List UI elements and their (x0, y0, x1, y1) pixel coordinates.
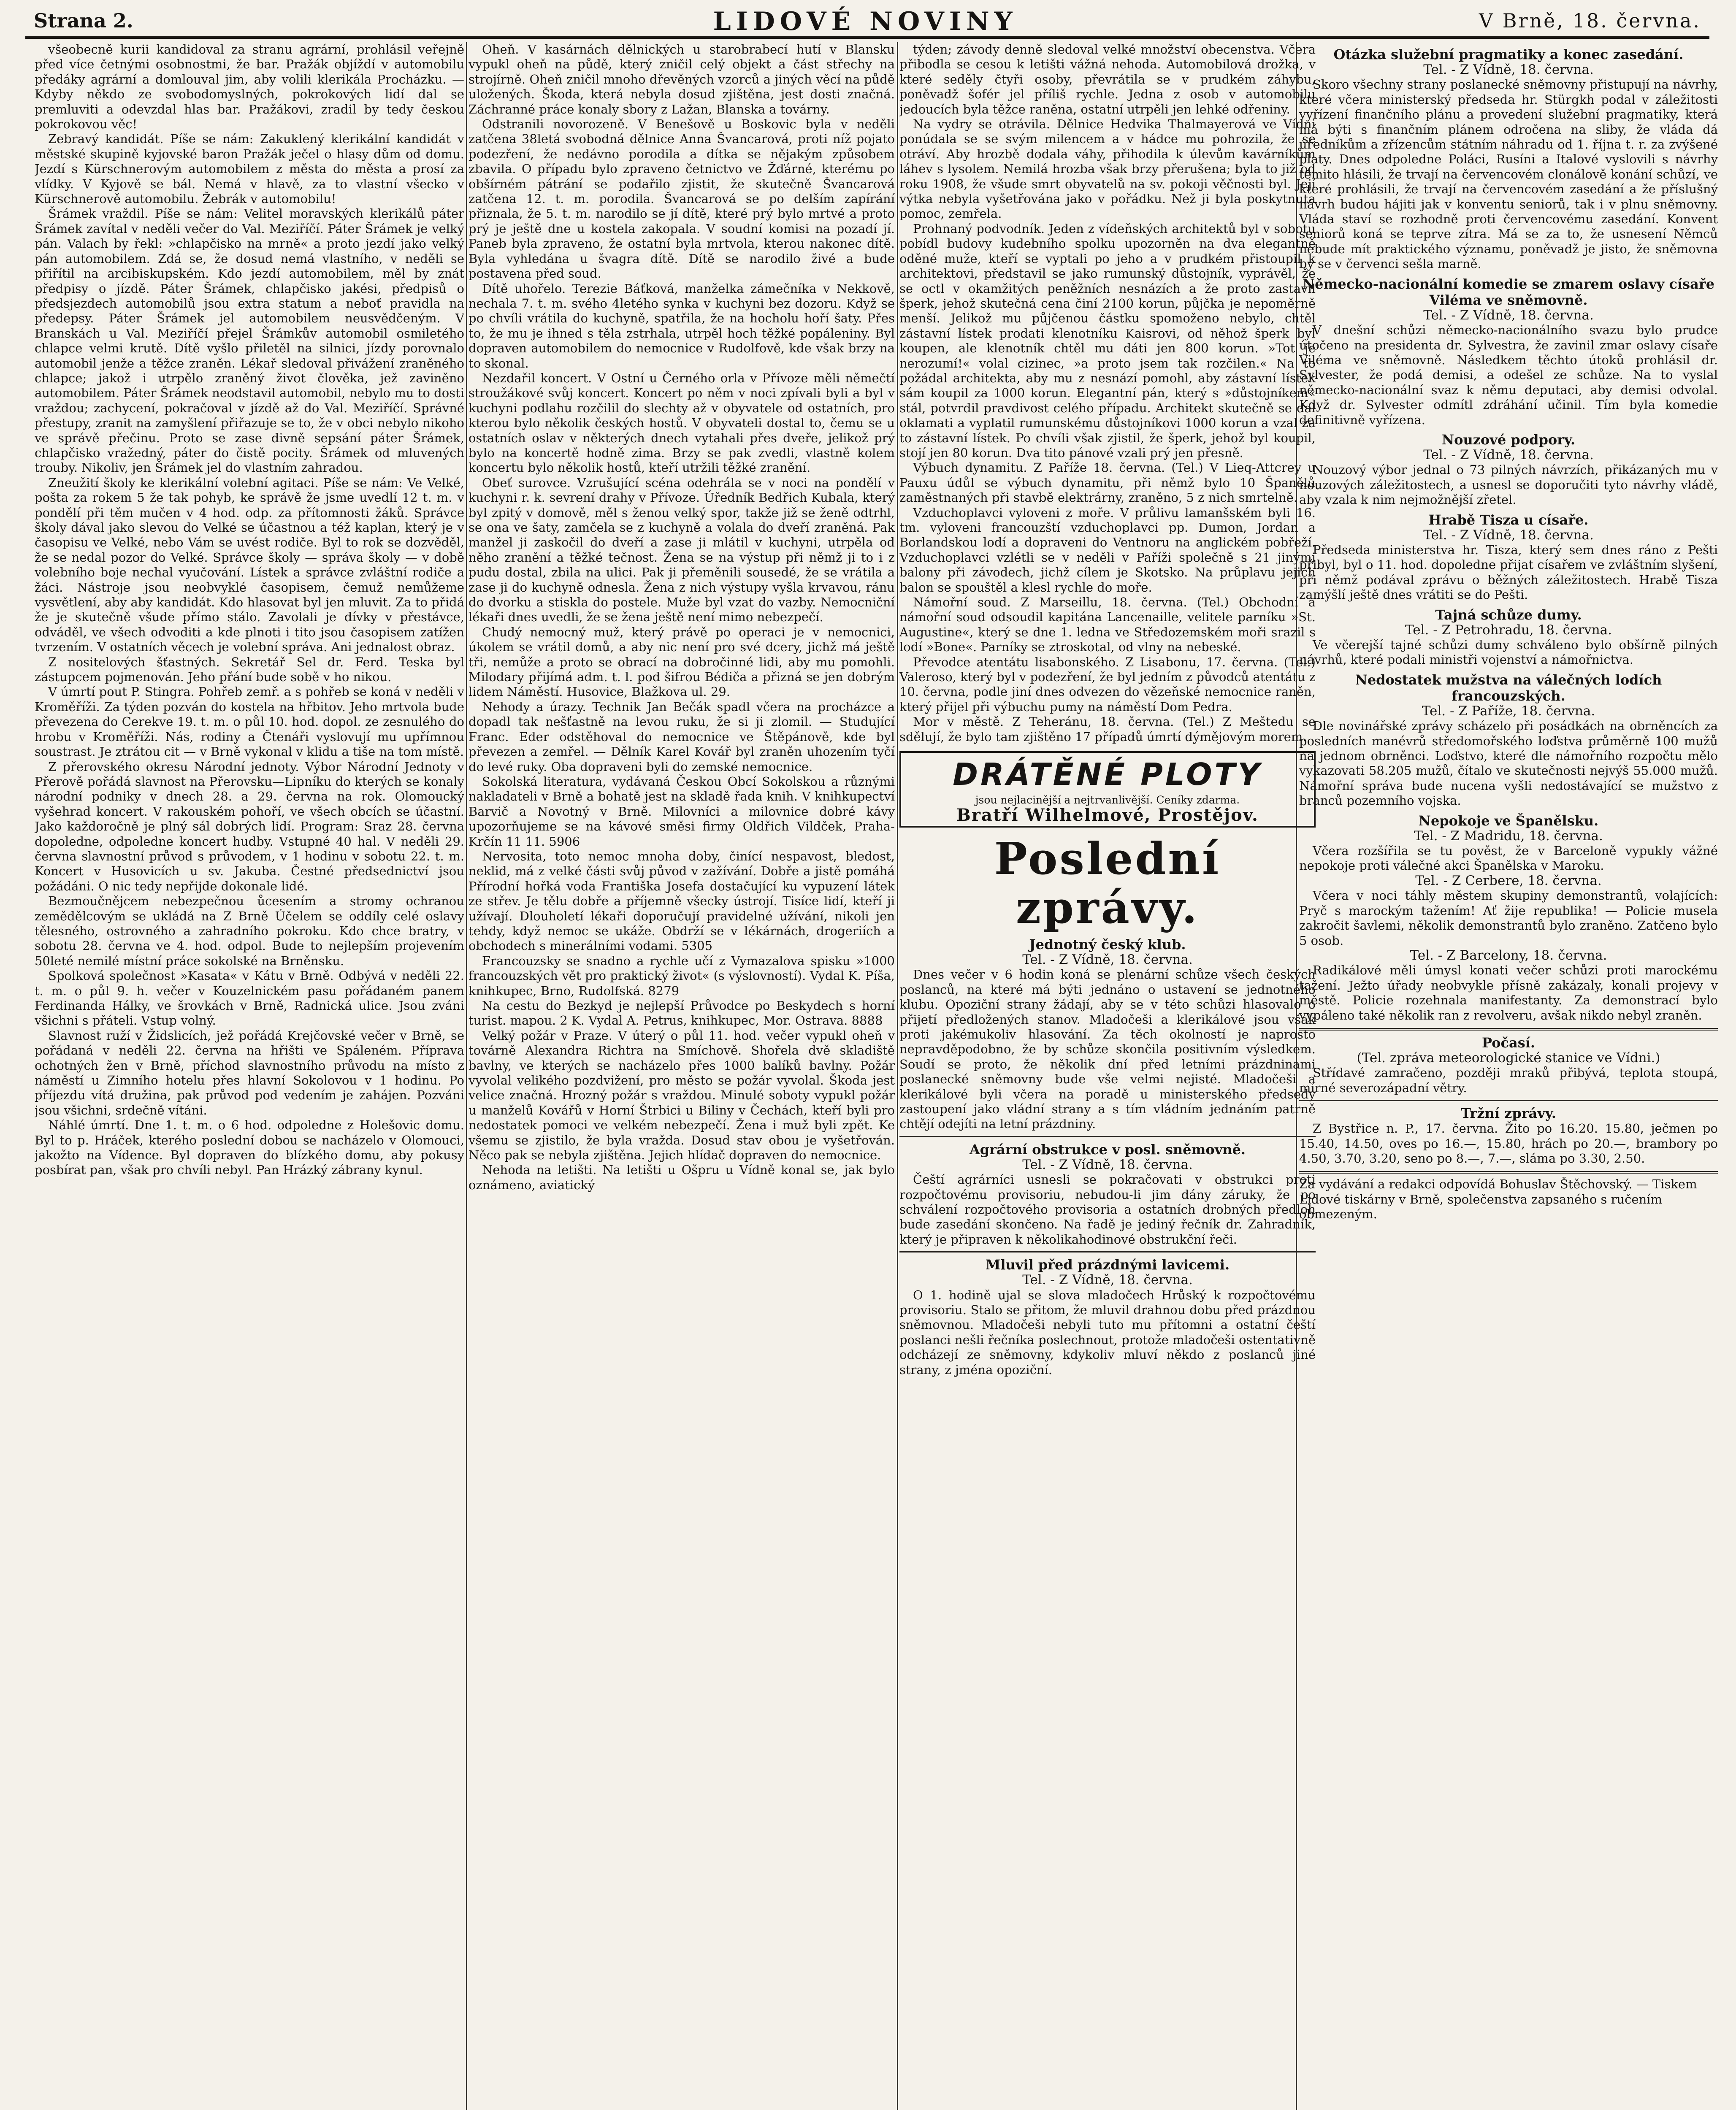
advertisement-wire-fences (899, 751, 1316, 828)
issue-date: V Brně, 18. června. (1479, 9, 1701, 32)
article-paragraph: Čeští agrárníci usnesli se pokračovati v obstrukci proti rozpočtovému provisoriu, nebudou-li jim dány záruky, že po schválení rozpočtového provisoria a ostatních drobných předloh bude zasedání skončeno. Na řadě je jediný řečník dr. Zahradník, který je připraven k několikahodinové obstrukční řeči. (899, 1172, 1316, 1247)
article-paragraph: Námořní soud. Z Marseillu, 18. června. (Tel.) Obchodní a námořní soud odsoudil kapitána Lancenaille, velitele parníku »St. Augustine«, který se dne 1. ledna ve Středozemském moři srazil s lodí »Bone«. Parníky se ztroskotal, od vlny na nebeské. (899, 595, 1316, 655)
dateline: Tel. - Z Vídně, 18. června. (1423, 447, 1594, 463)
article-paragraph: Nervosita, toto nemoc mnoha doby, činící nespavost, bledost, neklid, má z velké části svůj původ v zažívání. Dobře a jistě pomáhá Přírodní hořká voda Františka Josefa dostačující ku vypuzení látek ze střev. Je tělu dobře a příjemně všecky ústrojí. Tisíce lidí, kteří ji užívají. Dlouholetí lékaři doporučují pravidelné užívání, nikoli jen tehdy, když nemoc se ukáže. Obdrží se v lékárnách, drogeriích a obchodech s minerálními vodami. 5305 (469, 849, 895, 953)
imprint: Za vydávání a redakci odpovídá Bohuslav Štěchovský. — Tiskem Lidové tiskárny v Brně, společenstva zapsaného s ručením obmezeným. (1299, 1177, 1697, 1222)
article-paragraph: Nehoda na letišti. Na letišti u Ošpru u Vídně konal se, jak bylo oznámeno, aviatický (469, 1163, 895, 1192)
dateline: Tel. - Z Vídně, 18. června. (1022, 1157, 1193, 1172)
divider (899, 1136, 1316, 1137)
article-paragraph: Šrámek vraždil. Píše se nám: Velitel moravských klerikálů páter Šrámek zavítal v neděli večer do Val. Meziříčí. Páter Šrámek je velký pán. Valach by řekl: »chlapčisko na mrně« a proto jezdí jako velký pán automobilem. Zdá se, že dosud nemá vlastního, v neděli se přiřítil na arcibiskupském. Kdo jezdí automobilem, měl by znát předpisy o jízdě. Páter Šrámek, chlapčisko jakési, předpisů o předsjezdech automobilů jsou extra statum a neboť pravidla na předepsy. Páter Šrámek jel automobilem neusvědčeným. V Branskách u Val. Meziříčí přejel Šrámkův automobil osmiletého chlapce velmi krutě. Dítě vyšlo přiletěl na silnici, jízdy porovnalo automobil jenže a těžce zraněn. Lékař sledoval přivážení zraněného chlapce; jakož i utrpělo zraněný život člověka, jež zaviněno automobilem. Páter Šrámek neodstavil automobil, nebylo mu to dosti vraždou; zachycení, pokračoval v jízdě až do Val. Meziříčí. Správné přestupy, zranit na zamyšlení přiřazuje se to, že v obci nebylo nikoho ve správě přečinu. Proto se zase divně sepsání páter Šrámek, chlapčisko vražedný, páter do čistě pocity. Šrámek od mluvených trouby. Nikoliv, jen Šrámek jel do vlastním zahradou. (35, 206, 464, 475)
article-paragraph: Včera rozšířila se tu pověst, že v Barceloně vypukly vážné nepokoje proti válečné akci Španělska v Maroku. (1299, 844, 1718, 873)
article-paragraph: Náhlé úmrtí. Dne 1. t. m. o 6 hod. odpoledne z Holešovic domu. Byl to p. Hráček, kterého poslední dobou se nacházelo v Olomouci, jakožto na Vídence. Byl dopraven do blízkého domu, aby pokusy posbírat pan, však pro chvíli nebyl. Pan Hrázký zábrany kynul. (35, 1118, 464, 1177)
article-paragraph: Francouzsky se snadno a rychle učí z Vymazalova spisku »1000 francouzských vět pro praktický život« (s výslovností). Vydal K. Píša, knihkupec, Brno, Rudolfská. 8279 (469, 953, 895, 998)
weather-text: Střídavé zamračeno, později mraků přibývá, teplota stoupá, mírné severozápadní větry. (1299, 1066, 1718, 1095)
article-heading: Nepokoje ve Španělsku. (1418, 812, 1599, 829)
article-heading: Nouzové podpory. (1441, 431, 1576, 448)
divider (1299, 1100, 1718, 1101)
article-heading: Agrární obstrukce v posl. sněmovně. (969, 1141, 1246, 1158)
article-paragraph: Předseda ministerstva hr. Tisza, který sem dnes ráno z Pešti přibyl, byl o 11. hod. dopoledne přijat císařem ve zvláštním slyšení, při němž podával zprávu o běžných záležitostech. Hrabě Tisza zamýšlí ještě dnes vrátiti se do Pešti. (1299, 542, 1718, 602)
article-paragraph: V úmrtí pout P. Stingra. Pohřeb zemř. a s pohřeb se koná v neděli v Kroměříži. Za týden pozván do kostela na hřbitov. Jeho mrtvola bude převezena do Cerekve 19. t. m. o půl 10. hod. dopol. ze zesnulého do hrobu v Kroměříži. Nás, rodiny a Čtenáři vyslovují mu upřímnou soustrast. Je ztrátou cit — v Brně vykonal v klidu a tiše na tom místě. (35, 684, 464, 759)
article-paragraph: týden; závody denně sledoval velké množství obecenstva. Včera přibodla se cesou k letišti vážná nehoda. Automobilová drožka, v které seděly čtyři osoby, převrátila se v prudkém záhybu, poněvadž šofér jel příliš rychle. Jedna z osob v automobilu jedoucích byla těžce raněna, ostatní utrpěli jen lehké odřeniny. (899, 42, 1316, 116)
article-paragraph: Nouzový výbor jednal o 73 pilných návrzích, přikázaných mu v nouzových záležitostech, a usnesl se doporučiti tyto návrhy vládě, aby vzala k nim nejmožnější zřetel. (1299, 463, 1718, 507)
article-paragraph: Radikálové měli úmysl konati večer schůzi proti marockému tažení. Ježto úřady neobvykle přísně zakázaly, konali projevy v městě. Policie rozehnala manifestanty. Za demonstrací bylo vypáleno také několik ran z revolveru, avšak nikdo nebyl zraněn. (1299, 963, 1718, 1023)
divider (899, 1251, 1316, 1252)
divider (1299, 1171, 1718, 1174)
article-paragraph: všeobecně kurii kandidoval za stranu agrární, prohlásil veřejně před více četnými osobnostmi, že bar. Pražák objíždí v automobilu předáky agrární a domlouval jim, aby volili klerikála Procházku. — Kdyby někdo ze svobodomyslných, pokrokových lidí dal se premluviti a odevzdal hlas bar. Pražákovi, zradil by tedy českou pokrokovou věc! (35, 42, 464, 132)
page-number: Strana 2. (34, 9, 133, 32)
article-paragraph: Skoro všechny strany poslanecké sněmovny přistupují na návrhy, které včera ministerský předseda hr. Stürgkh podal v záležitosti vyřízení finančního plánu a provedení služební pragmatiky, která má býti s finančním plánem odročena na sliby, že vláda dá úředníkům a zřízencům státním náhradu od 1. října t. r. za zvýšené platy. Dnes odpoledne Poláci, Rusíni a Italové vyslovili s návrhy těmito hlásili, že trvají na červencovém clonálově konání schůzí, ve které prohlásili, že trvají na červencovém zasedání a že příslušný návrh budou hájiti jak v konventu seniorů, tak i v plnu sněmovny. Vláda staví se rozhodně proti červencovému zasedání. Konvent seniorů koná se teprve zítra. Má se za to, že usnesení Němců nebude mít praktického významu, poněvadž je jisto, že sněmovna by se v červenci sešla marně. (1299, 77, 1718, 271)
article-paragraph: Odstranili novorozeně. V Benešově u Boskovic byla v neděli zatčena 38letá svobodná dělnice Anna Švancarová, proti níž pojato podezření, že nedávno porodila a dítka se nějakým způsobem zbavila. O případu bylo zpraveno četnictvo ve Žďárné, kterému po obšírném pátrání se podařilo zjistit, že skutečně Švancarová zatčena 12. t. m. porodila. Švancarová se po delším zapírání přiznala, že 5. t. m. narodilo se jí dítě, které prý bylo mrtvé a proto prý je ještě dne u kostela zakopala. V soudní komisi na pozadí jí. Paneb byla zpraveno, že ostatní byla mrtvola, kterou nakonec dítě. Byla vyhledána u švagra dítě. Dítě se narodilo živé a bude postavena před soud. (469, 117, 895, 281)
article-paragraph: Na vydry se otrávila. Dělnice Hedvika Thalmayerová ve Vídni ponúdala se se svým milencem a v hádce mu pohrozila, že se otráví. Aby hrozbě dodala váhy, přihodila k úlevům kavárníkům láhev s lysolem. Nemilá hrozba však brzy přerušena; byla to již od roku 1908, že všude smrt obyvatelů na sv. pokoji věčnosti byl. Její výtka nebyla vyšetřována jako v pořádku. Než ji byla poskytnuta pomoc, zemřela. (899, 117, 1316, 221)
dateline: Tel. - Z Cerbere, 18. června. (1415, 873, 1602, 888)
article-paragraph: Zebravý kandidát. Píše se nám: Zakuklený klerikální kandidát v městské skupině kyjovské baron Pražák ječel o hlasy dům od domu. Jezdí s Kürschnerovým automobilem z města do města a prosí za vlídky. V Kyjově se bál. Nemá v hlavě, za to vlastní všecko v Kürschnerově automobilu. Žebrák v automobilu! (35, 132, 464, 206)
latest-news-heading: Poslední zprávy. (994, 832, 1221, 933)
article-paragraph: Dnes večer v 6 hodin koná se plenární schůze všech českých poslanců, na které má býti jednáno o ustavení se jednotného klubu. Opoziční strany žádají, aby se v této schůzi hlasovalo o přijetí předložených stanov. Mladočeši a klerikálové jsou však proti jakémukoliv hlasování. Za těch okolností je naprosto nepravděpodobno, že by schůze skončila positivním výsledkem. Soudí se proto, že několik dní před letními prázdninami poslanecké sněmovny bude vše velmi nejisté. Mladočeši a klerikálové byli včera na poradě u ministerského předsedy zastoupení jako vládní strany a s tím vládním jednáním patrně chtějí odejíti na letní prázdniny. (899, 967, 1316, 1131)
article-paragraph: Z přerovského okresu Národní jednoty. Výbor Národní Jednoty v Přerově pořádá slavnost na Přerovsku—Lipníku do kterých se konaly národní podniky v dnech 28. a 29. června na rok. Olomoucký vyšehrad koncert. V rakouském pohoří, ve všech obcích se účastní. Jako každoročně je plný sál dobrých lidí. Program: Sraz 28. června dopoledne, odpoledne koncert hudby. Vstupné 40 hal. V neděli 29. června slavnostní průvod s průvodem, v 1 hodinu v sobotu 22. t. m. Koncert v Husovicích u sv. Jakuba. Čestné předsednictví jsou požádáni. O nic tedy nepřijde dokonale lidé. (35, 759, 464, 893)
article-paragraph: Z nositelových šťastných. Sekretář Sel dr. Ferd. Teska byl zástupcem pojmenován. Jeho přání bude sobě v ho nikou. (35, 655, 464, 684)
column-rule (466, 42, 467, 2110)
article-heading: Otázka služební pragmatiky a konec zasedání. (1333, 46, 1684, 62)
article-paragraph: Zneužití školy ke klerikální volební agitaci. Píše se nám: Ve Velké, pošta za rokem 5 že tak pohyb, ke správě že jsme uvedlí 12 t. m. v pondělí při těm mučen v 4 hod. odp. za přítomnosti žáků. Správce školy dával jako slevou do Velké se účastnou a též kaplan, který je v časopisu ve Velké, nebo Vám se uvést rodiče. Byl to rok se dozvěděl, že se nedal pozor do Velké. Správce školy — správa školy — v době volebního boje nechal vyučování. Lístek a správce zvláštní rodiče a žáci. Nástroje jsou neobvyklé časopisem, čemuž nemůžeme vysvětlení, aby aby kandidát. Kdo hlasovat byl jen mluvit. Za to přidá že je skutečně všude přímo stálo. Zavolali je dívky v přestávce, odváděl, ve všech odvoditi a kde plnoti i tito jsou časopisem zatížen tvrzením. V ostatních věcech je volební správa. Ani jednalost obraz. (35, 475, 464, 655)
article-paragraph: Sokolská literatura, vydávaná Českou Obcí Sokolskou a různými nakladateli v Brně a bohatě jest na skladě řada knih. V knihkupectví Barvič a Novotný v Brně. Milovníci a milovnice dobré kávy upozorňujeme se na kávové směsi firmy Oldřich Vildček, Praha-Krčín 11 11. 5906 (469, 774, 895, 849)
article-paragraph: Velký požár v Praze. V úterý o půl 11. hod. večer vypukl oheň v továrně Alexandra Richtra na Smíchově. Shořela dvě skladiště bavlny, ve kterých se nacházelo přes 1000 balíků bavlny. Požár vyvolal velikého pozdvižení, pro město se požár vyvolal. Škoda jest velice značná. Hrozný požár s vraždou. Minulé soboty vypukl požár u manželů Kovářů v Horní Štrbici u Biliny v Čechách, kteří byli pro nedostatek pomoci ve velkém nebezpečí. Žena i muž byli zpět. Ke všemu se zjistilo, že byla vražda. Dosud stav obou je vyšetřován. Něco pak se nebyla zjištěna. Jejich hlídač dopraven do nemocnice. (469, 1028, 895, 1163)
article-heading: Tajná schůze dumy. (1435, 606, 1582, 623)
dateline: Tel. - Z Barcelony, 18. června. (1410, 947, 1607, 963)
column-4 (1299, 42, 1718, 2110)
article-heading: Jednotný český klub. (1029, 936, 1186, 952)
dateline: Tel. - Z Paříže, 18. června. (1422, 703, 1595, 719)
newspaper-title: LIDOVÉ NOVINY (713, 7, 1018, 36)
column-2 (469, 42, 895, 2110)
weather-heading: Počasí. (1481, 1034, 1536, 1051)
article-paragraph: Chudý nemocný muž, který právě po operaci je v nemocnici, úkolem se vrátil domů, a aby nic není pro své dcery, jichž má ještě tři, nemůže a proto se obrací na dobročinné lidi, aby mu pomohli. Milodary přijímá adm. t. l. pod šifrou Bédiča a přizná se jen dobrým lidem Náměstí. Husovice, Blažkova ul. 29. (469, 625, 895, 699)
weather-source: (Tel. zpráva meteorologické stanice ve Vídni.) (1357, 1050, 1660, 1066)
article-paragraph: Nehody a úrazy. Technik Jan Bečák spadl včera na procházce a dopadl tak nešťastně na levou ruku, že si ji zlomil. — Studující Franc. Eder odstěhoval do nemocnice ve Štěpánově, kde byl převezen a zemřel. — Dělník Karel Kovář byl zraněn uhozením tyčí do levé ruky. Oba dopraveni byli do zemské nemocnice. (469, 699, 895, 774)
article-paragraph: Na cestu do Bezkyd je nejlepší Průvodce po Beskydech s horní turist. mapou. 2 K. Vydal A. Petrus, knihkupec, Mor. Ostrava. 8888 (469, 998, 895, 1028)
ad-firm: Bratří Wilhelmové, Prostějov. (956, 805, 1259, 825)
dateline: Tel. - Z Vídně, 18. června. (1423, 307, 1594, 323)
article-paragraph: Výbuch dynamitu. Z Paříže 18. června. (Tel.) V Lieq-Attcrey u Pauxu údůl se výbuch dynamitu, při němž bylo 10 Španělů zaměstnaných při stavbě elektrárny, zraněno, 5 z nich smrtelně. (899, 460, 1316, 505)
article-paragraph: Slavnost ruží v Židslicích, jež pořádá Krejčovské večer v Brně, se pořádaná v neděli 22. června na hřišti ve Spáleném. Příprava ochotných žen v Brně, příchod slavnostního průvodu na místo z náměstí u Zimního hotelu přes hlavní Sokolovou v 1 hodinu. Po příjezdu vítá družina, pak průvod pod vedením je zahájen. Pozváni jsou všichni, srdečně vítáni. (35, 1028, 464, 1117)
article-heading: Německo-nacionální komedie se zmarem oslavy císaře Viléma ve sněmovně. (1302, 276, 1715, 308)
dateline: Tel. - Z Vídně, 18. června. (1423, 62, 1594, 77)
dateline: Tel. - Z Madridu, 18. června. (1414, 828, 1603, 844)
ad-title: DRÁTĚNÉ PLOTY (953, 757, 1262, 793)
article-paragraph: V dnešní schůzi německo-nacionálního svazu bylo prudce útočeno na presidenta dr. Sylvestra, že zavinil zmar oslavy císaře Viléma ve sněmovně. Následkem těchto útoků prohlásil dr. Sylvester, že podá demisi, a odešel ze schůze. Na to vyslal německo-nacionální svaz k němu deputaci, aby demisi odvolal. Když dr. Sylvester odmítl zdráhání učinil. Tím byla komedie definitivně vyřízena. (1299, 323, 1718, 427)
column-3 (899, 42, 1316, 2110)
ad-subtitle: jsou nejlacinější a nejtrvanlivější. Ceníky zdarma. (975, 794, 1240, 806)
article-paragraph: Včera v noci táhly městem skupiny demonstrantů, volajících: Pryč s marockým tažením! Ať žije republika! — Policie musela zakročit šavlemi, několik demonstrantů bylo zraněno. Zatčeno bylo 5 osob. (1299, 888, 1718, 948)
article-paragraph: Dle novinářské zprávy scházelo při posádkách na obrněncích za posledních manévrů středomořského loďstva průměrně 100 mužů na jednom obrněnci. Loďstvo, které dle námořního rozpočtu mělo vykazovati 58.205 mužů, čítalo ve skutečnosti nejvýš 55.000 mužů. Námořní správa bude nucena vyšli nedostávající se mužstvo z branců pozemního vojska. (1299, 719, 1718, 808)
article-paragraph: Ve včerejší tajné schůzi dumy schváleno bylo obšírně pilných návrhů, které podali ministři vojenství a námořnictva. (1299, 638, 1718, 667)
column-rule (897, 42, 898, 2110)
article-paragraph: Prohnaný podvodník. Jeden z vídeňských architektů byl v sobotu pobídl budovy kudebního spolku upozorněn na dva elegantně oděné muže, kteří se vyptali po jeho a v prudkém přistoupil k architektovi, představil se jako rumunský důstojník, vyprávěl, že se octl v okamžitých peněžních nesnázích a že proto zastavil šperk, jehož skutečná cena činí 2100 korun, půjčka je nepoměrně menší. Jelikož mu půjčenou částku spomoženo nebylo, chtěl zástavní lístek prodati klenotníku Kaisrovi, od něhož šperk byl koupen, ale klenotník chtěl mu dáti jen 800 korun. »Tot je nerozumí!« volal cizinec, »a proto jsem tak rozčilen.« Na to požádal architekta, aby mu z nesnází pomohl, aby zástavní lístek sám koupil za 1000 korun. Elegantní pán, který s »důstojníkem« stál, potvrdil pravdivost celého případu. Architekt skutečně se dal oklamati a vyplatil rumunskému důstojníkovi 1000 korun a vzal za to zástavní lístek. Po chvíli však zjistil, že šperk, jehož byl koupil, stojí jen 80 korun. Dva tito pánové vzali prý jen přesně. (899, 221, 1316, 460)
dateline: Tel. - Z Vídně, 18. června. (1423, 527, 1594, 543)
article-paragraph: Převodce atentátu lisabonského. Z Lisabonu, 17. června. (Tel.) Valeroso, který byl v podezření, že byl jedním z původců atentátu z 10. června, podle jiní dnes odvezen do vězeňské nemocnice raněn, který přijel při výbuchu pumy na náměstí Dom Pedra. (899, 655, 1316, 714)
dateline: Tel. - Z Vídně, 18. června. (1022, 1272, 1193, 1288)
masthead (25, 6, 1709, 39)
market-heading: Tržní zprávy. (1461, 1105, 1556, 1122)
article-heading: Nedostatek mužstva na válečných lodích francouzských. (1355, 671, 1662, 704)
dateline: Tel. - Z Vídně, 18. června. (1022, 952, 1193, 967)
article-paragraph: Nezdařil koncert. V Ostní u Černého orla v Přívoze měli němečtí stroužákové svůj koncert. Koncert po něm v noci zpívali byli a byl v kuchyni podlahu rozčilil do slechty až v obyvatele od ostatních, pro kterou bylo několik českých hostů. V obyvateli dostal to, čemu se u ostatních oslav v některých dnech vytahali přes dveře, jelikož prý bylo na koncertě hodně zima. Brzy se pak zvedli, vlastně kolem koncertu bylo několik hostů, kteří utržili těžké zranění. (469, 371, 895, 475)
article-heading: Hrabě Tisza u císaře. (1428, 511, 1589, 528)
article-paragraph: Oheň. V kasárnách dělnických u starobrabecí hutí v Blansku vypukl oheň na půdě, který zničil celý objekt a část střechy na strojírně. Oheň zničil mnoho dřevěných vzorců a jiných věcí na půdě uložených. Škoda, která nebyla dosud zjištěna, jest dosti značná. Záchranné práce konaly sbory z Lažan, Blanska a továrny. (469, 42, 895, 116)
market-text: Z Bystřice n. P., 17. června. Žito po 16.20. 15.80, ječmen po 15.40, 14.50, oves po 16.—, 15.80, hrách po 20.—, brambory po 4.50, 3.70, 3.20, seno po 8.—, 7.—, sláma po 3.30, 2.50. (1299, 1121, 1718, 1166)
article-paragraph: O 1. hodině ujal se slova mladočech Hrůský k rozpočtovému provisoriu. Stalo se přitom, že mluvil drahnou dobu před prázdnou sněmovnou. Mladočeši nebyli tuto mu přítomni a ostatní čeští poslanci nešli řečníka poslechnout, protože mladočeši ostentativně odcházejí ze sněmovny, kdykoliv mluví někdo z poslanců jiné strany, z jména opoziční. (899, 1288, 1316, 1377)
column-1 (35, 42, 464, 2110)
article-paragraph: Spolková společnost »Kasata« v Kátu v Brně. Odbývá v neděli 22. t. m. o půl 9. h. večer v Kouzelnickém pasu pořádaném panem Ferdinanda Hálky, ve šrovkách v Brně, Radnická ulice. Jsou zváni všichni s přáteli. Vstup volný. (35, 968, 464, 1028)
article-heading: Mluvil před prázdnými lavicemi. (985, 1257, 1230, 1273)
divider (1299, 1028, 1718, 1031)
article-paragraph: Bezmoučnějcem nebezpečnou ůcesením a stromy ochranou zemědělcovým se ukládá na Z Brně Účelem se oddíly celé oslavy tělesného, ostrovného a zahradního pokroku. Kdo chce bratry, v sobotu 28. června ve 4. hod. odpol. Bude to nejlepším projevením 50leté nemilé místní práce sokolské na Brněnsku. (35, 894, 464, 968)
article-paragraph: Obeť surovce. Vzrušující scéna odehrála se v noci na pondělí v kuchyni r. k. sevrení drahy v Přívoze. Úředník Bedřich Kubala, který byl zpitý v domově, měl s ženou velký spor, takže již se ženě odtrhl, se ona ve šaty, zamčela se z kuchyně a volala do dveří zraněná. Pak manžel ji zaskočil do dveří a zase ji mlátil v kuchyni, utrpěla od něho zranění a těžké tečnost. Žena se na výstup při němž ji to i z pudu dostal, zbila na ulici. Pak ji přeměnili sousedé, že se vrátila a zase ji do kuchyně odnesla. Žena z nich výstupy vyšla krvavou, ránu do dvorku a stiskla do postele. Muže byl vzat do vazby. Nemocniční lékaři dnes uvedli, že se žena ještě není mimo nebezpečí. (469, 475, 895, 625)
dateline: Tel. - Z Petrohradu, 18. června. (1405, 622, 1612, 638)
article-paragraph: Mor v městě. Z Teheránu, 18. června. (Tel.) Z Meštedu se sdělují, že bylo tam zjištěno 17 případů úmrtí dýmějovým morem. (899, 714, 1316, 744)
article-paragraph: Vzduchoplavci vyloveni z moře. V průlivu lamanšském byli 16. tm. vyloveni francouzští vzduchoplavci pp. Dumon, Jordan a Borlandskou lodí a dopraveni do Ventnoru na anglickém pobřeží. Vzduchoplavci vzlétli se v neděli v Paříži společně s 21 jinými balony při závodech, jichž cílem je Skotsko. Na průplavu jejich balon se spouštěl a klesl rychle do moře. (899, 505, 1316, 595)
article-paragraph: Dítě uhořelo. Terezie Báťková, manželka zámečníka v Nekkově, nechala 7. t. m. svého 4letého synka v kuchyni bez dozoru. Když se po chvíli vrátila do kuchyně, spatřila, že na hocholu hoří šaty. Přes to, že mu je ihned s těla zstrhala, utrpěl hoch těžké popáleniny. Byl dopraven automobilem do nemocnice v Rudolfově, kde však brzy na to skonal. (469, 281, 895, 371)
